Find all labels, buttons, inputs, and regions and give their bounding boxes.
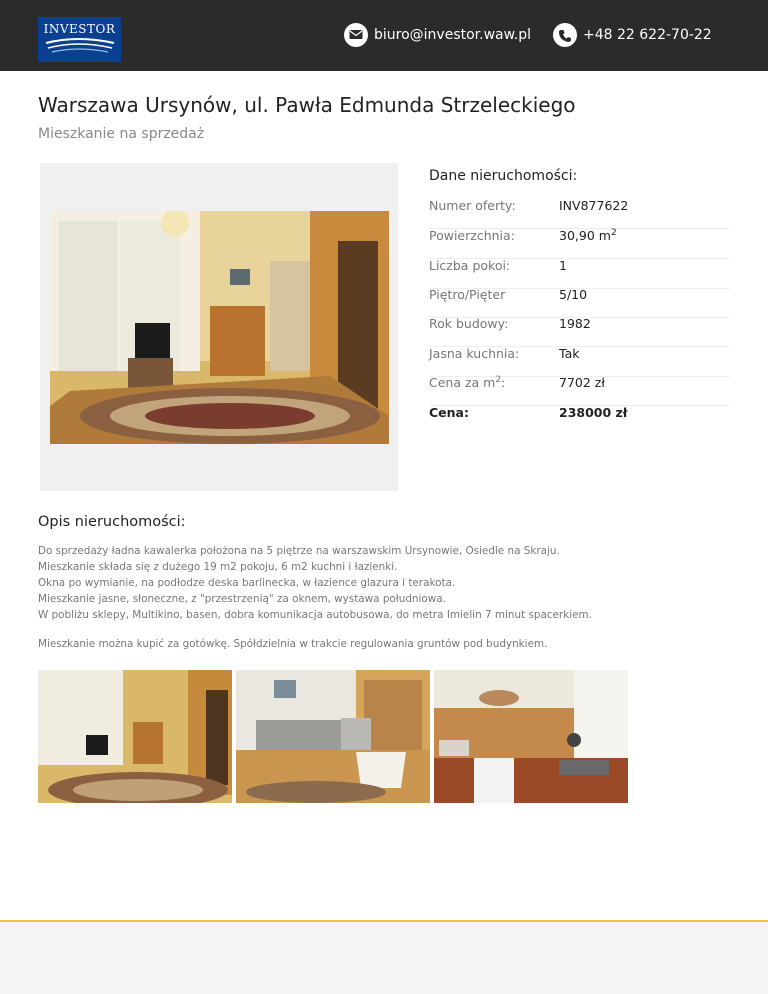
phone-contact[interactable] [553,22,712,48]
email-contact[interactable] [344,22,531,48]
detail-label: Piętro/Pięter [429,287,506,302]
email-link[interactable]: biuro@investor.waw.pl [374,27,532,43]
description-heading: Opis nieruchomości: [38,514,186,530]
description-line: Okna po wymianie, na podłodze deska barlinecka, w łazience glazura i terakota. [38,577,456,589]
phone-number[interactable]: +48 22 622-70-22 [583,27,712,43]
main-photo[interactable] [50,211,389,444]
detail-label: Cena: [429,405,469,420]
detail-row-price-per-m2 [429,375,729,406]
price-per-m2-sup: 2 [495,375,502,385]
detail-row-offer-number [429,198,729,229]
detail-value: 238000 zł [559,405,628,420]
price-per-m2-label: Cena za m [429,375,496,391]
listing-subtitle: Mieszkanie na sprzedaż [38,126,205,142]
gallery-thumb-living[interactable] [236,670,430,803]
detail-row-rooms [429,258,729,289]
price-per-m2-colon: : [501,375,506,391]
detail-row-price [429,405,729,435]
logo-text: INVESTOR [43,22,116,36]
detail-value: 1982 [559,316,591,331]
detail-value: INV877622 [559,198,629,213]
description-line: Mieszkanie składa się z dużego 19 m2 pokoju, 6 m2 kuchni i łazienki. [38,561,398,573]
detail-label: Numer oferty: [429,198,516,213]
gallery-thumb-room[interactable] [38,670,232,803]
phone-icon [553,23,577,47]
listing-title: Warszawa Ursynów, ul. Pawła Edmunda Strzeleckiego [38,93,576,117]
description-line: Mieszkanie jasne, słoneczne, z "przestrzenią" za oknem, wystawa południowa. [38,593,446,605]
detail-label [429,375,505,390]
detail-value: 1 [559,258,567,273]
detail-label: Jasna kuchnia: [429,346,520,361]
detail-value [559,228,617,243]
detail-row-floor [429,287,729,318]
detail-label: Liczba pokoi: [429,258,511,273]
header [0,0,768,71]
area-unit-sup: 2 [610,228,617,238]
description-line: Do sprzedaży ładna kawalerka położona na 5 piętrze na warszawskim Ursynowie, Osiedle na Skraju. [38,545,560,557]
area-value: 30,90 m [559,228,611,244]
detail-row-kitchen [429,346,729,377]
description-line: W pobliżu sklepy, Multikino, basen, dobra komunikacja autobusowa, do metra Imielin 7 minut spacerkiem. [38,609,592,621]
detail-row-year [429,316,729,347]
detail-value: 5/10 [559,287,588,302]
investor-logo[interactable] [38,17,121,62]
details-heading: Dane nieruchomości: [429,168,578,184]
detail-value: 7702 zł [559,375,605,390]
main-photo-frame [40,163,398,491]
detail-row-area [429,228,729,259]
detail-label: Powierzchnia: [429,228,515,243]
envelope-icon [344,23,368,47]
gallery-thumb-kitchen[interactable] [434,670,628,803]
detail-value: Tak [559,346,580,361]
logo-wave-icon [38,37,121,62]
detail-label: Rok budowy: [429,316,509,331]
description-note: Mieszkanie można kupić za gotówkę. Spółdzielnia w trakcie regulowania gruntów pod budynkiem. [38,638,548,650]
footer [0,922,768,994]
description-text [38,543,728,623]
